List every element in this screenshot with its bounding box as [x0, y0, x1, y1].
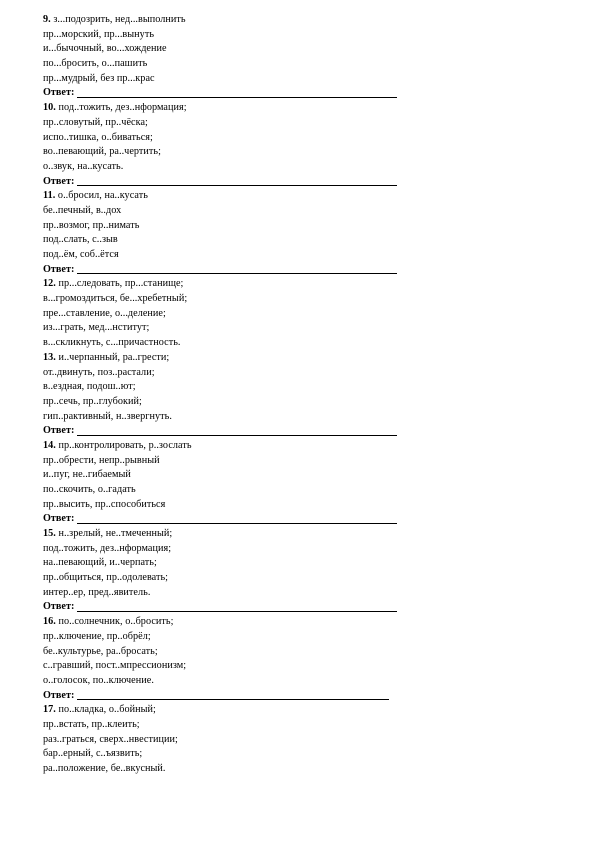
answer-label: Ответ: [43, 689, 75, 701]
answer-row [43, 601, 423, 616]
answer-label: Ответ: [43, 601, 75, 613]
task-line: интер..ер, пред..явитель. [43, 586, 151, 598]
task-number: 13. [43, 351, 56, 363]
answer-line[interactable] [77, 435, 397, 436]
task-line: во..певающий, ра..чертить; [43, 146, 161, 158]
task-text: под..тожить, дез..нформация; [55, 102, 187, 114]
task-line: по..скочить, о..гадать [43, 484, 136, 495]
task-text: о..бросил, на..кусать [55, 190, 148, 202]
task-line: в..ездная, подош..ют; [43, 381, 136, 393]
answer-row [43, 512, 423, 527]
task-text: и..черпанный, ра..грести; [55, 351, 170, 363]
task-line: гип..рактивный, н..звергнуть. [43, 410, 172, 422]
task-9 [43, 13, 423, 101]
task-line: бе..культурье, ра..бросать; [43, 645, 158, 657]
task-line: пр..встать, пр..клеить; [43, 719, 140, 730]
task-text: пр..контролировать, р..зослать [55, 439, 192, 451]
task-line: о..звук, на..кусать. [43, 160, 124, 172]
task-17 [43, 703, 423, 776]
task-text: пр...следовать, пр...станище; [55, 278, 184, 290]
task-line: пр...морский, пр...вынуть [43, 28, 155, 40]
answer-row [43, 689, 423, 704]
answer-row [43, 86, 423, 101]
task-number: 17. [43, 704, 56, 716]
task-line [43, 101, 423, 116]
task-line [43, 13, 423, 28]
task-15 [43, 527, 423, 615]
task-line [43, 703, 423, 718]
task-number: 14. [43, 439, 56, 451]
answer-label: Ответ: [43, 513, 75, 525]
task-line [43, 189, 423, 204]
task-line: пр..общиться, пр..одолевать; [43, 572, 169, 584]
task-14 [43, 439, 423, 527]
answer-row [43, 263, 423, 278]
task-line: пр..сечь, пр..глубокий; [43, 395, 142, 407]
answer-line[interactable] [77, 97, 397, 98]
task-line: по...бросить, о...пашить [43, 58, 148, 70]
task-line: под..тожить, дез..нформация; [43, 542, 172, 554]
task-line: испо..тишка, о..биваться; [43, 131, 153, 143]
task-line: от..двинуть, поз..растали; [43, 366, 155, 378]
task-line: пре...ставление, о...деление; [43, 307, 166, 319]
task-line [43, 277, 423, 292]
task-line: пр..ключение, пр..обрёл; [43, 630, 151, 642]
task-text: з...подозрить, нед...выполнить [50, 14, 186, 25]
task-number: 16. [43, 616, 56, 628]
task-line: пр..возмог, пр..нимать [43, 219, 140, 231]
task-line [43, 615, 423, 630]
task-line [43, 439, 423, 454]
answer-row [43, 424, 423, 439]
answer-line[interactable] [77, 185, 397, 186]
task-line: из...грать, мед...нститут; [43, 322, 150, 334]
task-line: в...громоздиться, бе...хребетный; [43, 293, 188, 305]
task-text: по..кладка, о..бойный; [55, 704, 156, 716]
task-11 [43, 189, 423, 277]
task-line: пр..обрести, непр..рывный [43, 454, 160, 466]
task-line: раз..граться, сверх..нвестиции; [43, 733, 178, 745]
task-number: 11. [43, 190, 56, 202]
answer-label: Ответ: [43, 87, 75, 99]
answer-label: Ответ: [43, 425, 75, 437]
task-text: н..зрелый, не..тмеченный; [55, 528, 173, 540]
task-line: на..певающий, и..черпать; [43, 557, 157, 569]
task-number: 15. [43, 528, 56, 540]
task-line: под..ём, соб..ётся [43, 249, 119, 260]
task-line: и...бычочный, во...хождение [43, 43, 167, 55]
answer-label: Ответ: [43, 175, 75, 187]
task-16 [43, 615, 423, 703]
task-line: в...скликнуть, с...причастность. [43, 337, 181, 349]
answer-line[interactable] [77, 611, 397, 612]
task-line: пр..высить, пр..способиться [43, 498, 166, 510]
task-line: пр...мудрый, без пр...крас [43, 72, 155, 84]
task-line [43, 351, 423, 366]
task-line: с..гравший, пост..мпрессионизм; [43, 660, 187, 672]
task-number: 12. [43, 278, 56, 290]
task-12 [43, 277, 423, 350]
answer-row [43, 175, 423, 190]
task-line: и..пуг, не..гибаемый [43, 469, 131, 481]
task-line: бе..печный, в..дох [43, 204, 122, 216]
task-line: о..голосок, по..ключение. [43, 674, 154, 686]
worksheet [43, 13, 423, 777]
task-line [43, 527, 423, 542]
task-line: под..слать, с..зыв [43, 234, 118, 246]
task-line: ра..положение, бе..вкусный. [43, 763, 166, 775]
task-number: 9. [43, 14, 51, 25]
task-13 [43, 351, 423, 439]
answer-line[interactable] [77, 523, 397, 524]
answer-label: Ответ: [43, 263, 75, 275]
answer-line[interactable] [77, 273, 397, 274]
task-line: пр..словутый, пр..чёска; [43, 116, 148, 128]
answer-line[interactable] [77, 699, 389, 700]
task-line: бар..ерный, с..ъязвить; [43, 748, 143, 760]
task-number: 10. [43, 102, 56, 114]
task-text: по..солнечник, о..бросить; [55, 616, 174, 628]
task-10 [43, 101, 423, 189]
